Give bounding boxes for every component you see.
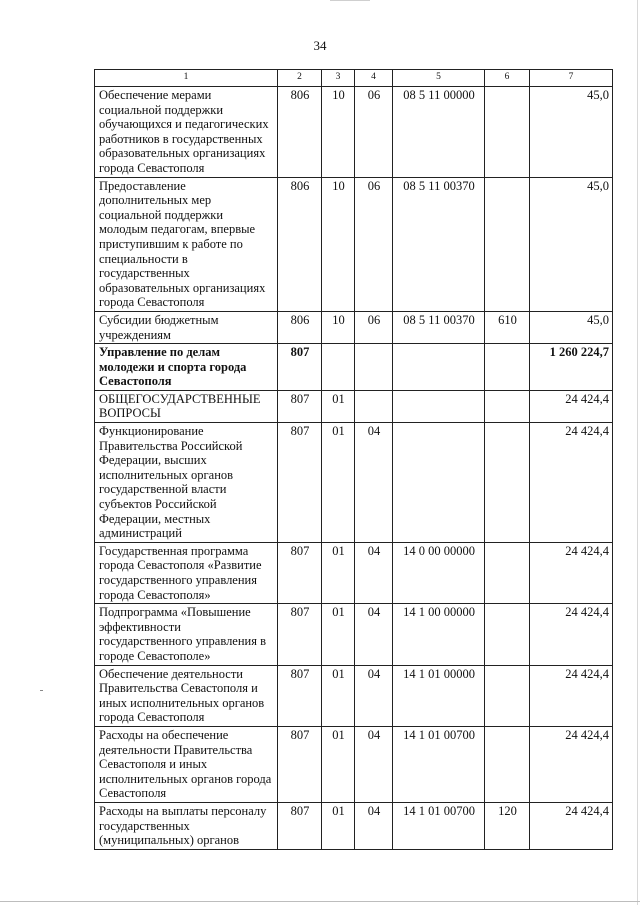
cell-section [322,344,355,391]
cell-section: 10 [322,311,355,343]
cell-target-article [393,423,485,543]
cell-subsection: 04 [355,665,393,726]
cell-target-article: 14 1 01 00700 [393,802,485,849]
cell-name: Предоставление дополнительных мер социальной поддержки молодым педагогам, впервые приступившим к работе по специальности в государственных образовательных организациях города Севастополя [95,177,278,311]
cell-sum: 45,0 [530,177,613,311]
column-header-section: 3 [322,70,355,87]
scan-edge-bottom [0,901,640,902]
cell-section: 01 [322,802,355,849]
cell-expense-type [485,542,530,603]
table-body [95,87,613,850]
table-row [95,390,613,422]
cell-name: ОБЩЕГОСУДАРСТВЕННЫЕ ВОПРОСЫ [95,390,278,422]
cell-sum: 24 424,4 [530,542,613,603]
cell-name: Функционирование Правительства Российской Федерации, высших исполнительных органов государственной власти субъектов Российской Федерации, местных администраций [95,423,278,543]
cell-target-article: 14 1 01 00700 [393,726,485,802]
table-row [95,604,613,665]
cell-sum: 45,0 [530,311,613,343]
cell-target-article: 14 0 00 00000 [393,542,485,603]
cell-name: Подпрограмма «Повышение эффективности государственного управления в городе Севастополе» [95,604,278,665]
cell-code: 807 [278,390,322,422]
cell-code: 807 [278,802,322,849]
cell-code: 807 [278,542,322,603]
cell-expense-type [485,344,530,391]
cell-name: Обеспечение мерами социальной поддержки обучающихся и педагогических работников в государственных образовательных организациях города Севастополя [95,87,278,178]
cell-code: 806 [278,87,322,178]
table-row [95,665,613,726]
cell-target-article: 14 1 00 00000 [393,604,485,665]
cell-expense-type [485,726,530,802]
cell-target-article [393,344,485,391]
table-row [95,311,613,343]
cell-target-article: 14 1 01 00000 [393,665,485,726]
cell-expense-type [485,423,530,543]
cell-subsection: 04 [355,802,393,849]
cell-target-article: 08 5 11 00000 [393,87,485,178]
cell-section: 10 [322,177,355,311]
cell-name: Субсидии бюджетным учреждениям [95,311,278,343]
cell-target-article: 08 5 11 00370 [393,311,485,343]
cell-code: 807 [278,665,322,726]
table-row [95,177,613,311]
column-header-target-article: 5 [393,70,485,87]
cell-subsection [355,390,393,422]
cell-expense-type [485,665,530,726]
cell-section: 01 [322,726,355,802]
cell-sum: 24 424,4 [530,604,613,665]
page-number: 34 [313,38,327,53]
cell-sum: 1 260 224,7 [530,344,613,391]
cell-expense-type [485,177,530,311]
cell-section: 01 [322,665,355,726]
cell-sum: 45,0 [530,87,613,178]
cell-target-article: 08 5 11 00370 [393,177,485,311]
cell-section: 01 [322,423,355,543]
cell-subsection [355,344,393,391]
table-row [95,726,613,802]
cell-expense-type: 610 [485,311,530,343]
cell-sum: 24 424,4 [530,423,613,543]
cell-section: 10 [322,87,355,178]
scan-edge-right [637,0,638,905]
cell-subsection: 04 [355,542,393,603]
cell-code: 807 [278,604,322,665]
column-header-subsection: 4 [355,70,393,87]
cell-target-article [393,390,485,422]
cell-sum: 24 424,4 [530,726,613,802]
cell-expense-type [485,390,530,422]
scan-edge-top [330,0,370,1]
cell-subsection: 06 [355,87,393,178]
column-header-name: 1 [95,70,278,87]
cell-name: Обеспечение деятельности Правительства Севастополя и иных исполнительных органов города Севастополя [95,665,278,726]
cell-code: 806 [278,311,322,343]
cell-subsection: 04 [355,604,393,665]
column-header-expense-type: 6 [485,70,530,87]
cell-name: Расходы на выплаты персоналу государственных (муниципальных) органов [95,802,278,849]
cell-name: Государственная программа города Севастополя «Развитие государственного управления города Севастополя» [95,542,278,603]
table-row [95,802,613,849]
table-row [95,87,613,178]
cell-code: 807 [278,423,322,543]
cell-expense-type [485,604,530,665]
cell-code: 807 [278,344,322,391]
cell-name: Управление по делам молодежи и спорта города Севастополя [95,344,278,391]
table-row [95,344,613,391]
cell-sum: 24 424,4 [530,802,613,849]
column-header-code: 2 [278,70,322,87]
budget-table [94,69,613,850]
cell-name: Расходы на обеспечение деятельности Правительства Севастополя и иных исполнительных органов города Севастополя [95,726,278,802]
cell-sum: 24 424,4 [530,390,613,422]
column-header-sum: 7 [530,70,613,87]
cell-section: 01 [322,542,355,603]
table-header-row [95,70,613,87]
cell-sum: 24 424,4 [530,665,613,726]
table-row [95,542,613,603]
cell-subsection: 04 [355,423,393,543]
cell-section: 01 [322,390,355,422]
cell-code: 806 [278,177,322,311]
scan-speck [40,690,43,691]
cell-subsection: 06 [355,177,393,311]
cell-subsection: 04 [355,726,393,802]
cell-expense-type [485,87,530,178]
cell-expense-type: 120 [485,802,530,849]
cell-subsection: 06 [355,311,393,343]
cell-code: 807 [278,726,322,802]
table-row [95,423,613,543]
cell-section: 01 [322,604,355,665]
